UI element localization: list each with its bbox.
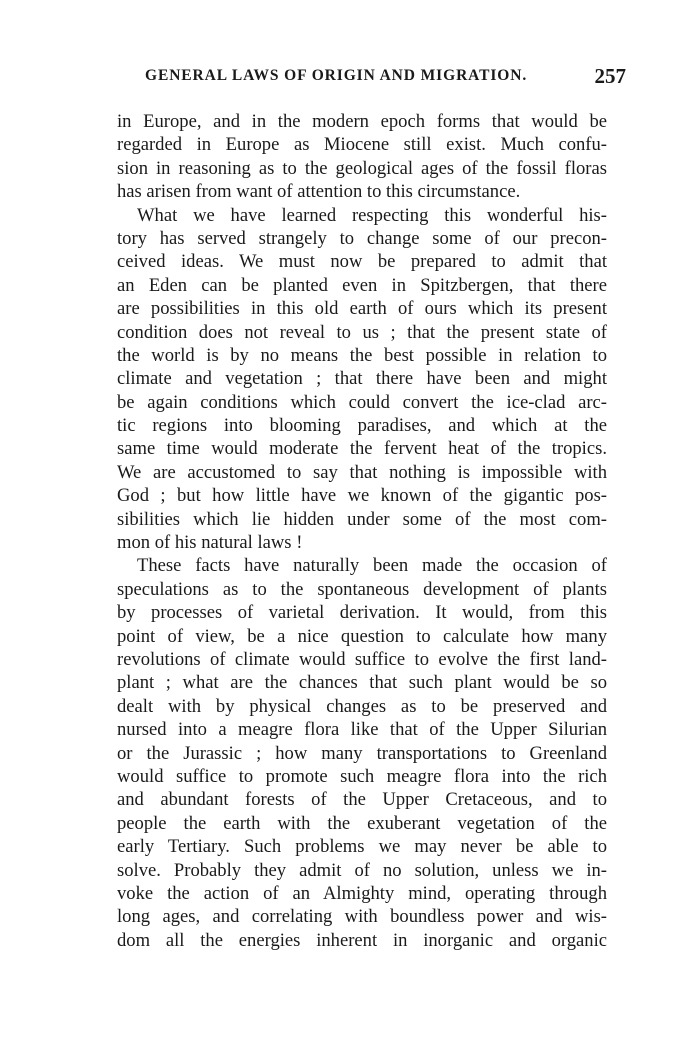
text-line: God ; but how little have we known of the gigantic pos- xyxy=(117,485,607,507)
text-line: mon of his natural laws ! xyxy=(117,532,303,554)
text-line: We are accustomed to say that nothing is impossible with xyxy=(117,461,607,483)
text-line: These facts have naturally been made the occasion of xyxy=(137,555,607,577)
text-line: has arisen from want of attention to this circumstance. xyxy=(117,181,521,203)
running-head: GENERAL LAWS OF ORIGIN AND MIGRATION. xyxy=(145,67,528,84)
page-number: 257 xyxy=(594,64,626,88)
text-line: point of view, be a nice question to calculate how many xyxy=(117,625,607,647)
text-line: ceived ideas. We must now be prepared to admit that xyxy=(117,251,607,273)
text-line: voke the action of an Almighty mind, operating through xyxy=(117,882,607,904)
text-line: same time would moderate the fervent heat of the tropics. xyxy=(117,438,607,460)
text-line: early Tertiary. Such problems we may never be able to xyxy=(117,836,607,858)
text-line: solve. Probably they admit of no solution, unless we in- xyxy=(117,859,607,881)
text-line: tic regions into blooming paradises, and which at the xyxy=(117,415,607,437)
text-line: in Europe, and in the modern epoch forms that would be xyxy=(117,111,607,132)
text-line: revolutions of climate would suffice to evolve the first land- xyxy=(117,648,607,670)
text-line: dealt with by physical changes as to be preserved and xyxy=(117,695,607,717)
page-header xyxy=(140,64,626,94)
text-line: climate and vegetation ; that there have been and might xyxy=(117,368,607,390)
text-line: are possibilities in this old earth of ours which its present xyxy=(117,298,607,320)
text-line: sibilities which lie hidden under some of the most com- xyxy=(117,508,607,530)
text-line: the world is by no means the best possible in relation to xyxy=(117,344,607,366)
text-line: would suffice to promote such meagre flora into the rich xyxy=(117,765,607,787)
text-line: dom all the energies inherent in inorganic and organic xyxy=(117,929,607,951)
text-line: by processes of varietal derivation. It would, from this xyxy=(117,602,607,624)
text-line: long ages, and correlating with boundless power and wis- xyxy=(117,906,607,928)
text-line: speculations as to the spontaneous development of plants xyxy=(117,578,607,600)
text-line: be again conditions which could convert the ice-clad arc- xyxy=(117,391,607,413)
text-line: condition does not reveal to us ; that the present state of xyxy=(117,321,607,343)
text-line: What we have learned respecting this wonderful his- xyxy=(137,204,607,226)
text-line: nursed into a meagre flora like that of the Upper Silurian xyxy=(117,719,607,741)
text-line: sion in reasoning as to the geological ages of the fossil floras xyxy=(117,157,607,179)
text-line: tory has served strangely to change some of our precon- xyxy=(117,227,607,249)
text-line: regarded in Europe as Miocene still exist. Much confu- xyxy=(117,134,607,156)
body-text xyxy=(117,110,607,952)
text-line: or the Jurassic ; how many transportations to Greenland xyxy=(117,742,607,764)
text-line: and abundant forests of the Upper Cretaceous, and to xyxy=(117,789,607,811)
text-line: people the earth with the exuberant vegetation of the xyxy=(117,812,607,834)
text-line: plant ; what are the chances that such plant would be so xyxy=(117,672,607,694)
text-line: an Eden can be planted even in Spitzbergen, that there xyxy=(117,274,607,296)
